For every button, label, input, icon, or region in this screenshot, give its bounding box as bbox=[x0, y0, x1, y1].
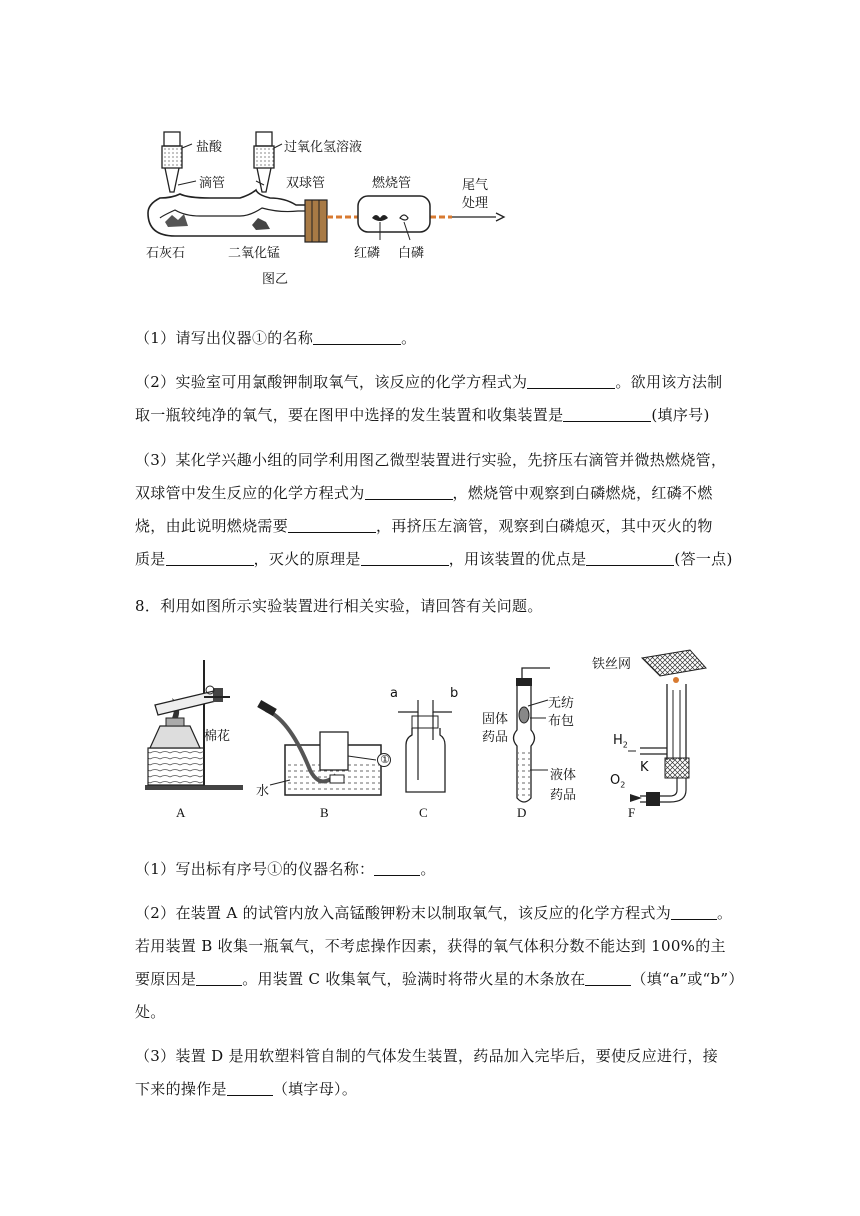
q8-2-line3c: （填“a”或“b”） bbox=[631, 970, 744, 988]
q1-2-text-d: (填序号) bbox=[651, 406, 710, 424]
label-hydrochloric-acid: 盐酸 bbox=[196, 140, 223, 155]
label-liquid-2: 药品 bbox=[550, 788, 577, 803]
q1-3-line4d: (答一点) bbox=[674, 550, 733, 568]
label-combustion-tube: 燃烧管 bbox=[372, 176, 412, 191]
label-b: b bbox=[450, 686, 459, 701]
label-limestone: 石灰石 bbox=[146, 246, 186, 261]
label-apparatus-b: B bbox=[320, 805, 329, 820]
question-8-1 bbox=[135, 853, 735, 886]
q1-2-text-a: （2）实验室可用氯酸钾制取氧气，该反应的化学方程式为 bbox=[135, 373, 528, 391]
question-8-3 bbox=[135, 1040, 735, 1106]
q1-3-line3a: 烧，由此说明燃烧需要 bbox=[135, 517, 289, 535]
label-white-phosphorus: 白磷 bbox=[398, 246, 425, 261]
label-apparatus-f: F bbox=[628, 805, 636, 820]
q8-1-end: 。 bbox=[420, 860, 436, 878]
label-wire-mesh: 铁丝网 bbox=[592, 657, 632, 672]
figure-yi-caption: 图乙 bbox=[262, 272, 289, 287]
q1-2-text-b: 。欲用该方法制 bbox=[615, 373, 723, 391]
label-nonwoven-2: 布包 bbox=[548, 714, 575, 729]
label-hydrogen-peroxide: 过氧化氢溶液 bbox=[284, 140, 363, 155]
q8-2-line1a: （2）在装置 A 的试管内放入高锰酸钾粉末以制取氧气，该反应的化学方程式为 bbox=[135, 904, 672, 922]
q1-3-line3b: ，再挤压左滴管，观察到白磷熄灭，其中灭火的物 bbox=[376, 517, 713, 535]
apparatus-b bbox=[257, 700, 390, 795]
q1-3-line2b: ，燃烧管中观察到白磷燃烧，红磷不燃 bbox=[452, 484, 713, 502]
q8-1-text: （1）写出标有序号①的仪器名称： bbox=[135, 860, 375, 878]
label-o2: $O_2$ bbox=[610, 773, 626, 790]
answer-blank[interactable] bbox=[196, 970, 242, 986]
label-apparatus-a: A bbox=[176, 805, 186, 820]
label-treatment: 处理 bbox=[462, 196, 489, 211]
q8-2-line3a: 要原因是 bbox=[135, 970, 197, 988]
q1-1-text: （1）请写出仪器①的名称 bbox=[135, 329, 314, 347]
q1-3-line4b: ，灭火的原理是 bbox=[253, 550, 361, 568]
label-cotton: 棉花 bbox=[204, 729, 231, 744]
q8-2-line3b: 。用装置 C 收集氧气，验满时将带火星的木条放在 bbox=[242, 970, 586, 988]
q1-3-line4a: 质是 bbox=[135, 550, 166, 568]
apparatus-f bbox=[628, 650, 706, 806]
q8-2-line2: 若用装置 B 收集一瓶氧气，不考虑操作因素，获得的氧气体积分数不能达到 100%的主 bbox=[135, 937, 726, 955]
apparatus-c bbox=[398, 700, 452, 792]
label-solid-2: 药品 bbox=[482, 730, 509, 745]
label-dropper: 滴管 bbox=[199, 176, 226, 191]
label-nonwoven-1: 无纺 bbox=[548, 696, 575, 711]
label-apparatus-c: C bbox=[419, 805, 428, 820]
label-apparatus-d: D bbox=[517, 805, 527, 820]
q8-2-line4: 处。 bbox=[135, 1003, 166, 1021]
label-water: 水 bbox=[256, 784, 270, 799]
question-8-title: 8．利用如图所示实验装置进行相关实验，请回答有关问题。 bbox=[135, 597, 543, 615]
q1-3-line2a: 双球管中发生反应的化学方程式为 bbox=[135, 484, 365, 502]
q1-3-line4c: ，用该装置的优点是 bbox=[448, 550, 587, 568]
q1-3-line1: （3）某化学兴趣小组的同学利用图乙微型装置进行实验，先挤压右滴管并微热燃烧管， bbox=[135, 451, 727, 469]
answer-blank[interactable] bbox=[671, 904, 717, 920]
q8-3-line2a: 下来的操作是 bbox=[135, 1080, 227, 1098]
label-manganese-dioxide: 二氧化锰 bbox=[228, 246, 281, 261]
q8-2-line1b: 。 bbox=[717, 904, 733, 922]
apparatus-d bbox=[514, 668, 551, 802]
label-red-phosphorus: 红磷 bbox=[354, 246, 381, 261]
label-k: K bbox=[640, 760, 649, 775]
question-8-2 bbox=[135, 897, 744, 1029]
label-tail-gas: 尾气 bbox=[462, 178, 489, 193]
label-solid-1: 固体 bbox=[482, 712, 509, 727]
answer-blank[interactable] bbox=[585, 970, 631, 986]
answer-blank[interactable] bbox=[374, 860, 420, 876]
q8-3-line2b: （填字母）。 bbox=[272, 1080, 358, 1098]
q1-1-end: 。 bbox=[401, 329, 417, 347]
answer-blank[interactable] bbox=[227, 1080, 273, 1096]
q1-2-text-c: 取一瓶较纯净的氧气，要在图甲中选择的发生装置和收集装置是 bbox=[135, 406, 564, 424]
q8-3-line1: （3）装置 D 是用软塑料管自制的气体发生装置，药品加入完毕后，要使反应进行，接 bbox=[135, 1047, 719, 1065]
label-liquid-1: 液体 bbox=[550, 768, 577, 783]
label-a: a bbox=[390, 686, 398, 701]
label-circle-one: ① bbox=[380, 753, 390, 766]
label-h2: $H_2$ bbox=[613, 733, 628, 750]
label-double-ball-tube: 双球管 bbox=[286, 176, 326, 191]
